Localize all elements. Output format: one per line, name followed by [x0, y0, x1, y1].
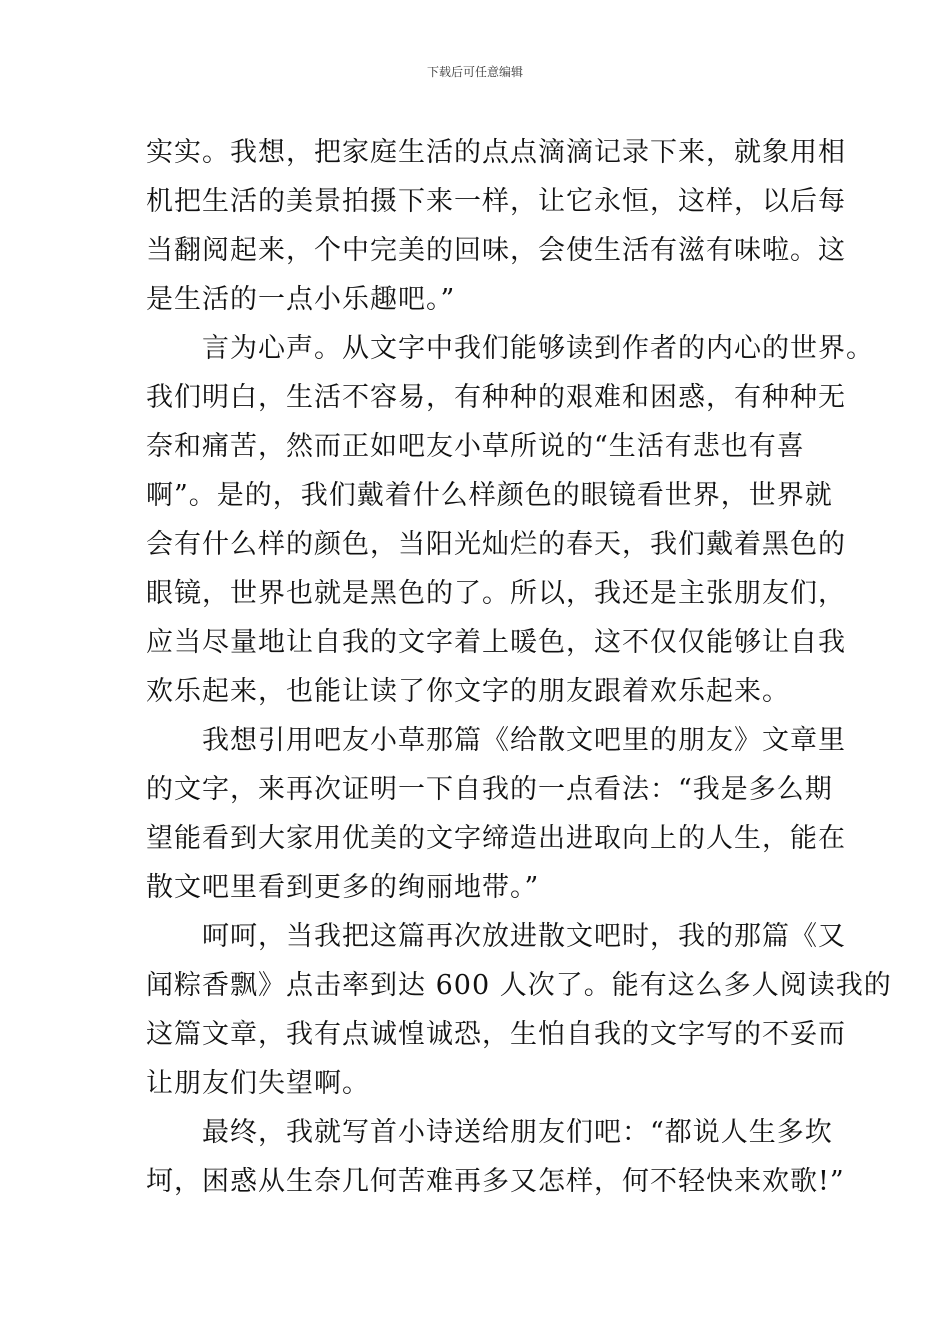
document-body — [146, 128, 892, 1206]
text-line: 散文吧里看到更多的绚丽地带。” — [146, 872, 540, 903]
paragraph-3 — [146, 716, 846, 912]
text-line: 啊”。是的，我们戴着什么样颜色的眼镜看世界，世界就 — [146, 480, 833, 511]
text-line: 我想引用吧友小草那篇《给散文吧里的朋友》文章里 — [202, 725, 846, 756]
text-line: 欢乐起来，也能让读了你文字的朋友跟着欢乐起来。 — [146, 676, 790, 707]
paragraph-1 — [146, 128, 846, 324]
text-line: 实实。我想，把家庭生活的点点滴滴记录下来，就象用相 — [146, 137, 846, 168]
page-header: 下载后可任意编辑 — [426, 65, 523, 79]
text-line: 这篇文章，我有点诚惶诚恐，生怕自我的文字写的不妥而 — [146, 1019, 846, 1050]
text-line: 是生活的一点小乐趣吧。” — [146, 284, 456, 315]
text-line: 呵呵，当我把这篇再次放进散文吧时，我的那篇《又 — [202, 921, 846, 952]
paragraph-5 — [146, 1108, 845, 1206]
text-line: 最终，我就写首小诗送给朋友们吧：“都说人生多坎 — [202, 1117, 833, 1148]
text-line: 让朋友们失望啊。 — [146, 1068, 370, 1099]
text-line: 当翻阅起来，个中完美的回味，会使生活有滋有味啦。这 — [146, 235, 846, 266]
text-line: 闻粽香飘》点击率到达 600 人次了。能有这么多人阅读我的 — [146, 970, 892, 1001]
text-line: 机把生活的美景拍摄下来一样，让它永恒，这样，以后每 — [146, 186, 846, 217]
paragraph-2 — [146, 324, 874, 716]
text-line: 的文字，来再次证明一下自我的一点看法：“我是多么期 — [146, 774, 833, 805]
text-line: 言为心声。从文字中我们能够读到作者的内心的世界。 — [202, 333, 874, 364]
text-line: 坷，困惑从生奈几何苦难再多又怎样，何不轻快来欢歌!” — [146, 1166, 845, 1197]
text-line: 应当尽量地让自我的文字着上暖色，这不仅仅能够让自我 — [146, 627, 846, 658]
paragraph-4 — [146, 912, 892, 1108]
text-line: 会有什么样的颜色，当阳光灿烂的春天，我们戴着黑色的 — [146, 529, 846, 560]
text-line: 奈和痛苦，然而正如吧友小草所说的“生活有悲也有喜 — [146, 431, 805, 462]
text-line: 望能看到大家用优美的文字缔造出进取向上的人生，能在 — [146, 823, 846, 854]
text-line: 眼镜，世界也就是黑色的了。所以，我还是主张朋友们， — [146, 578, 846, 609]
text-line: 我们明白，生活不容易，有种种的艰难和困惑，有种种无 — [146, 382, 846, 413]
